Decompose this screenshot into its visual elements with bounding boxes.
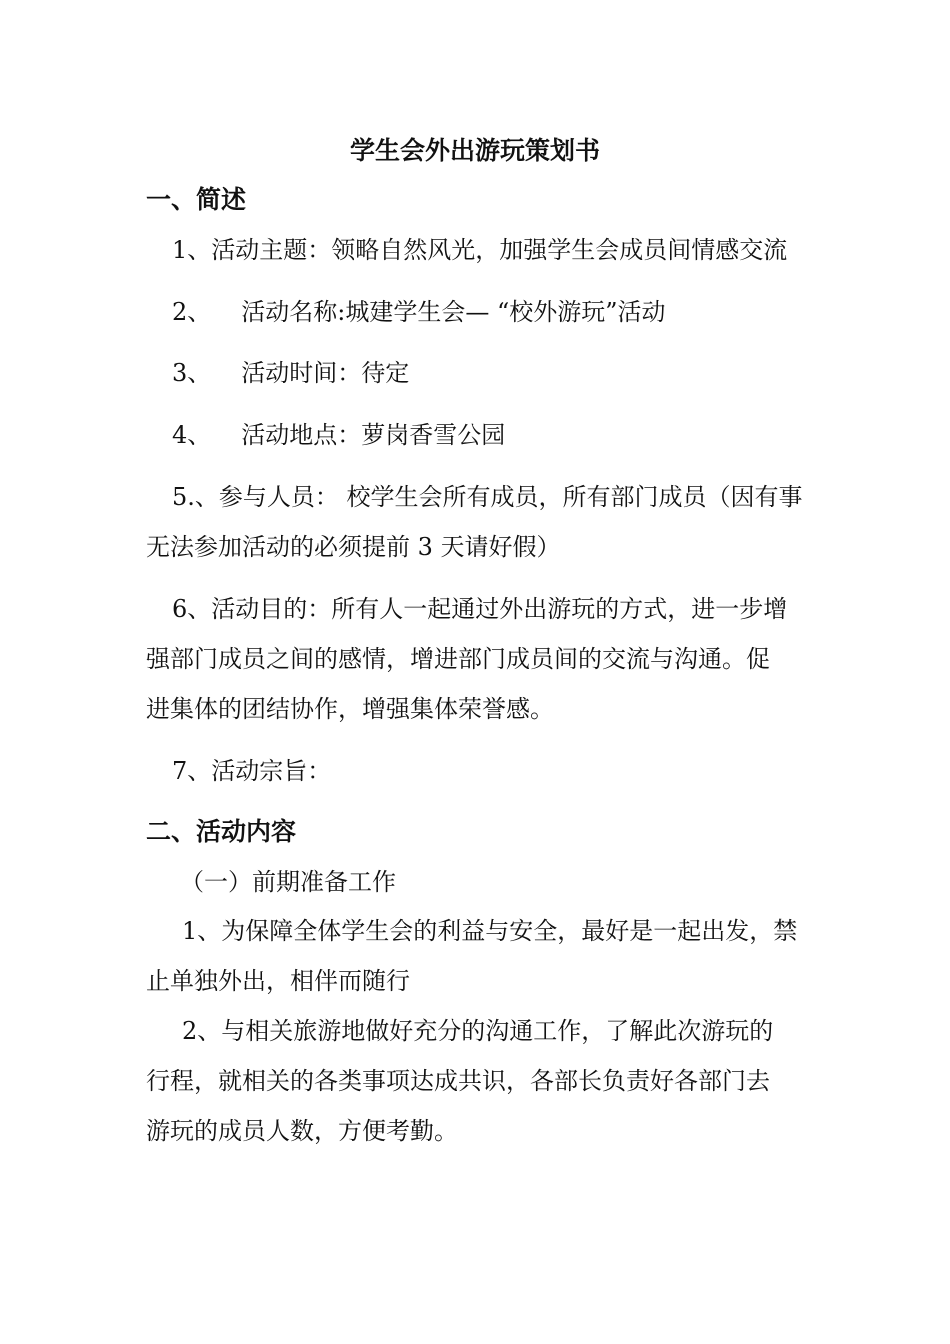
subsection-preparation: （一）前期准备工作: [180, 868, 396, 896]
preparation-p1-line1: 1、为保障全体学生会的利益与安全，最好是一起出发，禁: [182, 917, 798, 945]
overview-item-time: [172, 356, 409, 390]
overview-item-purpose-line1: 6、活动目的：所有人一起通过外出游玩的方式，进一步增: [172, 595, 788, 623]
preparation-p1-line2: 止单独外出，相伴而随行: [146, 967, 410, 995]
item-text: 活动地点：萝岗香雪公园: [241, 421, 506, 449]
item-number: 4、: [172, 421, 212, 449]
overview-item-participants-line1: 5.、参与人员： 校学生会所有成员，所有部门成员（因有事: [172, 483, 803, 511]
overview-item-purpose-line3: 进集体的团结协作，增强集体荣誉感。: [146, 695, 554, 723]
overview-item-tenet: 7、活动宗旨：: [172, 757, 332, 785]
overview-item-participants-line2: 无法参加活动的必须提前 3 天请好假）: [146, 533, 561, 561]
item-number: 3、: [172, 359, 212, 387]
overview-item-location: [172, 418, 505, 452]
preparation-p2-line1: 2、与相关旅游地做好充分的沟通工作，了解此次游玩的: [182, 1017, 774, 1045]
item-number: 2、: [172, 298, 212, 326]
item-text: 活动名称:城建学生会— “校外游玩”活动: [241, 298, 666, 326]
overview-item-name: [172, 295, 666, 329]
overview-item-theme: 1、活动主题：领略自然风光，加强学生会成员间情感交流: [172, 236, 788, 264]
section-heading-content: 二、活动内容: [146, 817, 297, 846]
overview-item-purpose-line2: 强部门成员之间的感情，增进部门成员间的交流与沟通。促: [146, 645, 770, 673]
preparation-p2-line3: 游玩的成员人数，方便考勤。: [146, 1117, 458, 1145]
preparation-p2-line2: 行程，就相关的各类事项达成共识，各部长负责好各部门去: [146, 1067, 770, 1095]
document-title: 学生会外出游玩策划书: [349, 136, 600, 165]
item-text: 活动时间：待定: [241, 359, 410, 387]
section-heading-overview: 一、简述: [146, 185, 247, 214]
